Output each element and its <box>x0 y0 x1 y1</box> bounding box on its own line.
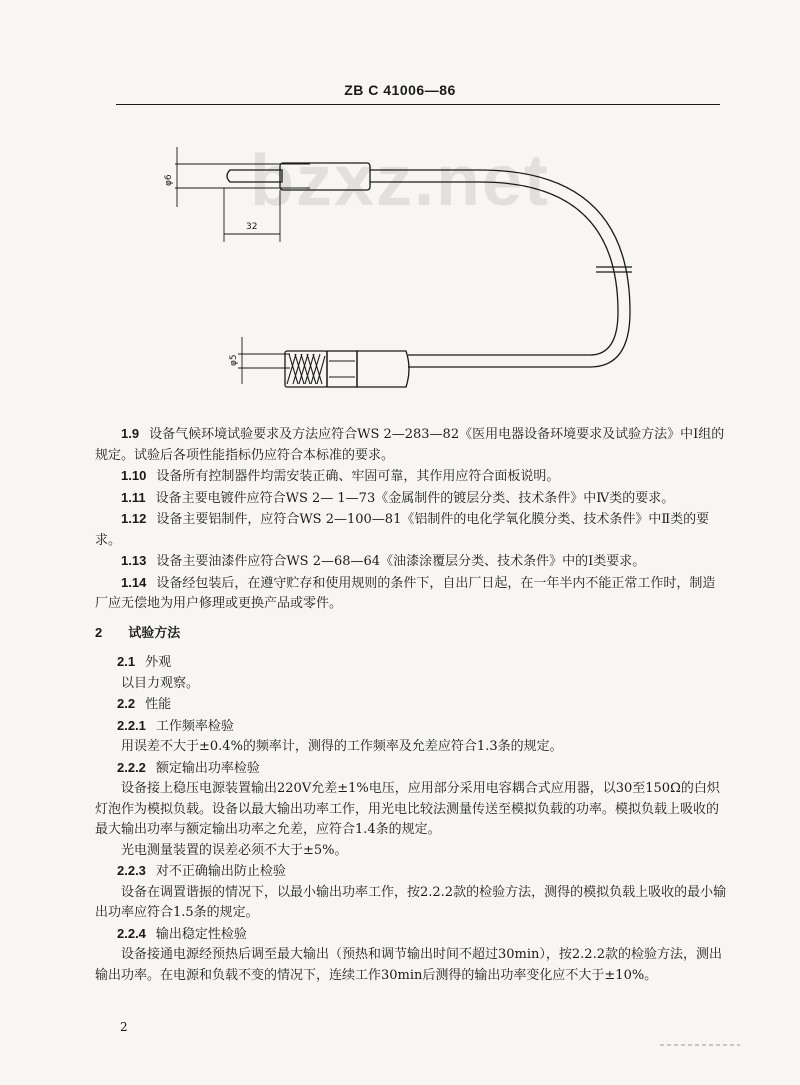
text-2-2-2-b: 光电测量装置的误差必须不大于±5%。 <box>121 842 348 858</box>
heading-2-2-1: 2.2.1 工作频率检验 <box>117 717 234 734</box>
dim-top-label: φ6 <box>164 174 174 186</box>
page-header: ZB C 41006—86 <box>344 82 456 98</box>
clause-1-10: 1.10 设备所有控制器件均需安装正确、牢固可靠，其作用应符合面板说明。 <box>121 468 560 484</box>
text-2-2-3: 设备在调置谐振的情况下，以最小输出功率工作，按2.2.2款的检验方法，测得的模拟负载上吸收的最小输出功率应符合1.5条的规定。 <box>95 884 727 920</box>
document-body <box>95 424 727 986</box>
clause-1-11: 1.11 设备主要电镀件应符合WS 2— 1—73《金属制件的镀层分类、技术条件》中Ⅳ类的要求。 <box>121 489 675 506</box>
clause-1-12: 1.12 设备主要铝制件，应符合WS 2—100—81《铝制件的电化学氧化膜分类、技术条件》中Ⅱ类的要求。 <box>95 511 710 548</box>
text-2-2-4: 设备接通电源经预热后调至最大输出（预热和调节输出时间不超过30min），按2.2.2款的检验方法，测出输出功率。在电源和负载不变的情况下，连续工作30min后测得的输出功率变化应不大于±10%。 <box>95 947 722 983</box>
text-2-1: 以目力观察。 <box>121 675 200 691</box>
header-rule <box>116 104 720 105</box>
clause-1-13: 1.13 设备主要油漆件应符合WS 2—68—64《油漆涂覆层分类、技术条件》中的Ⅰ类要求。 <box>121 553 646 569</box>
section-2-heading: 2 试验方法 <box>95 624 181 641</box>
heading-2-2-3: 2.2.3 对不正确输出防止检验 <box>117 863 286 879</box>
dim-length-label: 32 <box>246 222 258 232</box>
text-2-2-1: 用误差不大于±0.4%的频率计，测得的工作频率及允差应符合1.3条的规定。 <box>121 739 563 754</box>
text-2-2-2-a: 设备接上稳压电源装置输出220V允差±1%电压，应用部分采用电容耦合式应用器，以30至150Ω的白炽灯泡作为模拟负载。设备以最大输出功率工作，用光电比较法测量传送至模拟负载的功率。模拟负载上吸收的最大输出功率与额定输出功率之允差，应符合1.4条的规定。 <box>95 781 720 837</box>
watermark: bzxz.net <box>249 141 551 221</box>
heading-2-1: 2.1 外观 <box>117 654 172 670</box>
heading-2-2-4: 2.2.4 输出稳定性检验 <box>117 925 247 942</box>
dim-bottom-label: φ5 <box>229 354 239 366</box>
clause-1-9: 1.9 设备气候环境试验要求及方法应符合WS 2—283—82《医用电器设备环境要求及试验方法》中Ⅰ组的规定。试验后各项性能指标仍应符合本标准的要求。 <box>95 426 725 463</box>
electrode-figure <box>150 122 670 412</box>
clause-1-14: 1.14 设备经包装后，在遵守贮存和使用规则的条件下，自出厂日起，在一年半内不能正常工作时，制造厂应无偿地为用户修理或更换产品或零件。 <box>95 574 716 611</box>
scan-edge-mark <box>660 1040 740 1050</box>
heading-2-2-2: 2.2.2 额定输出功率检验 <box>117 759 260 776</box>
page-number: 2 <box>120 1020 128 1034</box>
heading-2-2: 2.2 性能 <box>117 696 172 712</box>
